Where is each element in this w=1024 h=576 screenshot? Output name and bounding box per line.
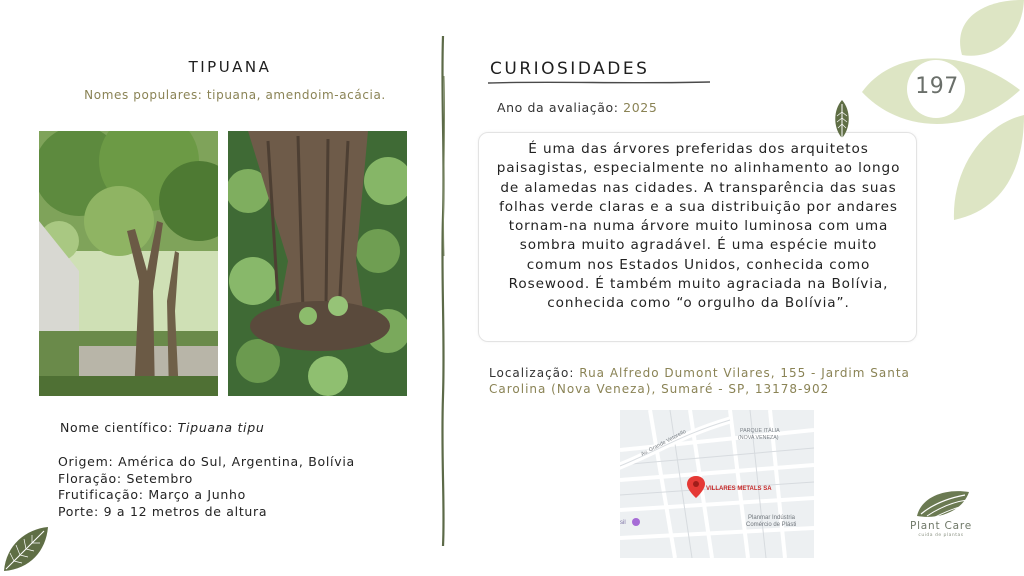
popular-names-label: Nomes populares: [84, 88, 203, 102]
fact-value: Março a Junho [148, 487, 246, 502]
plant-care-logo-icon [913, 486, 971, 520]
facts-list [58, 454, 355, 520]
scientific-name-value: Tipuana tipu [177, 420, 265, 435]
location-label: Localização: [489, 366, 575, 380]
location-map[interactable] [620, 410, 814, 558]
plant-title: TIPUANA [188, 58, 272, 76]
fact-label: Frutificação: [58, 487, 144, 502]
map-poi-line1: Planmar Indústria [748, 515, 796, 521]
tree-canopy-photo [39, 131, 218, 396]
map-marker-label: VILLARES METALS SA [706, 486, 772, 492]
brand-name: Plant Care [909, 520, 973, 532]
title-underline [486, 79, 712, 87]
fact-fruiting [58, 487, 355, 504]
fact-label: Porte: [58, 503, 99, 519]
scientific-name-label: Nome científico: [60, 420, 173, 435]
map-street-label: Av. Grande Vetorello [640, 428, 688, 458]
tree-trunk-photo [228, 131, 407, 396]
brand-tagline: cuida de plantas [918, 533, 964, 538]
fact-label: Floração: [58, 470, 122, 486]
map-district-line2: (NOVA VENEZA) [738, 435, 779, 441]
small-leaf-icon [831, 100, 853, 140]
leaf-decoration-icon [862, 0, 1024, 225]
page-number: 197 [915, 74, 959, 99]
evaluation-label: Ano da avaliação: [497, 100, 619, 115]
location [489, 366, 969, 397]
map-poi-line2: Comércio de Plásti [746, 522, 797, 528]
fact-value: Setembro [126, 470, 193, 486]
popular-names-value: tipuana, amendoim-acácia. [206, 88, 386, 102]
vertical-divider [436, 36, 450, 546]
bottom-leaf-icon [2, 525, 50, 573]
popular-names [60, 88, 410, 102]
location-value: Rua Alfredo Dumont Vilares, 155 - Jardim Santa Carolina (Nova Veneza), Sumaré - SP, 13178-902 [489, 366, 910, 396]
fact-size [58, 504, 355, 521]
description-box [478, 132, 917, 342]
fact-value: América do Sul, Argentina, Bolívia [118, 454, 355, 469]
fact-flowering [58, 471, 355, 488]
fact-value: 9 a 12 metros de altura [103, 503, 268, 519]
fact-origin [58, 454, 355, 471]
map-poi-icon [632, 518, 640, 526]
map-edge-label: sil [620, 520, 626, 526]
map-district-line1: PARQUE ITÁLIA [740, 428, 780, 434]
fact-label: Origem: [58, 454, 114, 469]
description-text: É uma das árvores preferidas dos arquitetos paisagistas, especialmente no alinhamento ao longo de alamedas nas cidades. A transparência das suas folhas verde claras e a sua distribuição por andares tornam-na numa árvore muito luminosa com uma sombra muito agradável. É uma espécie muito comum nos Estados Unidos, conhecida como Rosewood. É também muito agraciada na Bolívia, conhecida como “o orgulho da Bolívia”. [496, 141, 901, 312]
evaluation-value: 2025 [623, 100, 658, 115]
evaluation-year [497, 100, 657, 115]
scientific-name [60, 420, 264, 437]
curiosities-title: CURIOSIDADES [490, 59, 650, 79]
